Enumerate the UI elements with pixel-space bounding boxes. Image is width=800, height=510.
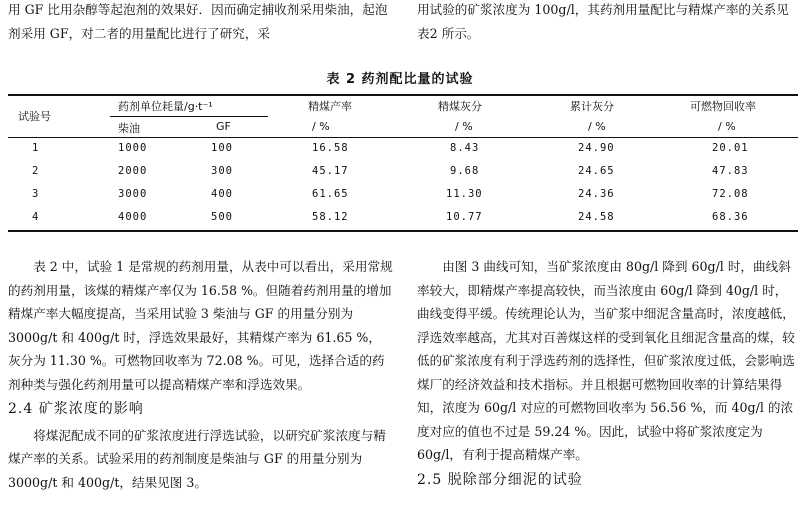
- header-dosage: 药剂单位耗量/g·t⁻¹: [118, 100, 213, 113]
- header-gf: GF: [216, 120, 231, 133]
- cell-yield: 58.12: [312, 211, 349, 223]
- top-left-paragraph: 用 GF 比用杂醇等起泡剂的效果好．因而确定捕收剂采用柴油，起泡剂采用 GF，对二者的用量配比进行了研究，采: [8, 2, 388, 41]
- paragraph-figure-discussion: 由图 3 曲线可知，当矿浆浓度由 80g/l 降到 60g/l 时，曲线斜率较大，即精煤产率提高较快，而当浓度由 60g/l 降到 40g/l 时，曲线变得平缓。传统理论认为，当矿浆中细泥含量高时，浓度越低，浮选效率越高，尤其对百善煤这样的受到氧化且细泥含量高的煤，较低的矿浆浓度有利于浮选药剂的选择性，但矿浆浓度过低，会影响选煤厂的经济效益和技术指标。并且根据可燃物回收率的计算结果得知，浓度为 60g/l 对应的可燃物回收率为 56.56 %，而 40g/l 的浓度对应的值也不过是 59.24 %。因此，试验中将矿浆浓度定为 60g/l，有利于提高精煤产率。: [417, 259, 795, 462]
- header-recovery-unit: / %: [718, 120, 736, 133]
- header-trial: 试验号: [18, 110, 51, 123]
- paragraph-table-discussion: 表 2 中，试验 1 是常规的药剂用量，从表中可以看出，采用常规的药剂用量，该煤的精煤产率仅为 16.58 %。但随着药剂用量的增加精煤产率大幅度提高，当采用试验 3 柴油与 GF 的用量分别为 3000g/t 和 400g/t 时，浮选效果最好，其精煤产率为 61.65 %，灰分为 11.30 %。可燃物回收率为 72.08 %。可见，选择合适的药剂种类与强化药剂用量可以提高精煤产率和浮选效果。: [8, 259, 393, 392]
- left-column-body: [8, 255, 393, 494]
- cell-gf: 100: [211, 142, 233, 154]
- section-heading-2-5: 2.5 脱除部分细泥的试验: [417, 471, 583, 488]
- right-column-body: [417, 255, 799, 492]
- top-right-paragraph: 用试验的矿浆浓度为 100g/l，其药剂用量配比与精煤产率的关系见表2 所示。: [417, 2, 789, 41]
- cell-diesel: 4000: [118, 211, 148, 223]
- cell-recovery: 20.01: [712, 142, 749, 154]
- table-subheader-rule: [110, 116, 268, 117]
- header-cum-ash-unit: / %: [588, 120, 606, 133]
- cell-recovery: 47.83: [712, 165, 749, 177]
- cell-trial: 2: [32, 165, 40, 177]
- cell-trial: 4: [32, 211, 40, 223]
- cell-cum-ash: 24.36: [578, 188, 615, 200]
- cell-ash: 10.77: [446, 211, 483, 223]
- header-recovery: 可燃物回收率: [690, 100, 756, 113]
- cell-yield: 61.65: [312, 188, 349, 200]
- header-yield: 精煤产率: [308, 100, 352, 113]
- cell-ash: 11.30: [446, 188, 483, 200]
- table-top-rule: [8, 94, 798, 96]
- cell-cum-ash: 24.58: [578, 211, 615, 223]
- header-ash-unit: / %: [455, 120, 473, 133]
- cell-gf: 400: [211, 188, 233, 200]
- cell-gf: 300: [211, 165, 233, 177]
- cell-yield: 16.58: [312, 142, 349, 154]
- cell-diesel: 1000: [118, 142, 148, 154]
- cell-yield: 45.17: [312, 165, 349, 177]
- paragraph-slurry-intro: 将煤泥配成不同的矿浆浓度进行浮选试验，以研究矿浆浓度与精煤产率的关系。试验采用的药剂制度是柴油与 GF 的用量分别为 3000g/t 和 400g/t，结果见图 3。: [8, 427, 386, 490]
- table-title: 表 2 药剂配比量的试验: [326, 72, 474, 87]
- table-bottom-rule: [8, 230, 798, 232]
- cell-trial: 3: [32, 188, 40, 200]
- table-header-rule: [8, 137, 798, 138]
- cell-ash: 9.68: [450, 165, 480, 177]
- section-heading-2-4: 2.4 矿浆浓度的影响: [8, 401, 144, 417]
- header-ash: 精煤灰分: [438, 100, 482, 113]
- cell-cum-ash: 24.90: [578, 142, 615, 154]
- cell-diesel: 3000: [118, 188, 148, 200]
- cell-cum-ash: 24.65: [578, 165, 615, 177]
- header-diesel: 柴油: [118, 122, 140, 135]
- cell-diesel: 2000: [118, 165, 148, 177]
- header-cum-ash: 累计灰分: [570, 100, 614, 113]
- header-yield-unit: / %: [312, 120, 330, 133]
- cell-ash: 8.43: [450, 142, 480, 154]
- cell-recovery: 68.36: [712, 211, 749, 223]
- cell-gf: 500: [211, 211, 233, 223]
- cell-recovery: 72.08: [712, 188, 749, 200]
- cell-trial: 1: [32, 142, 40, 154]
